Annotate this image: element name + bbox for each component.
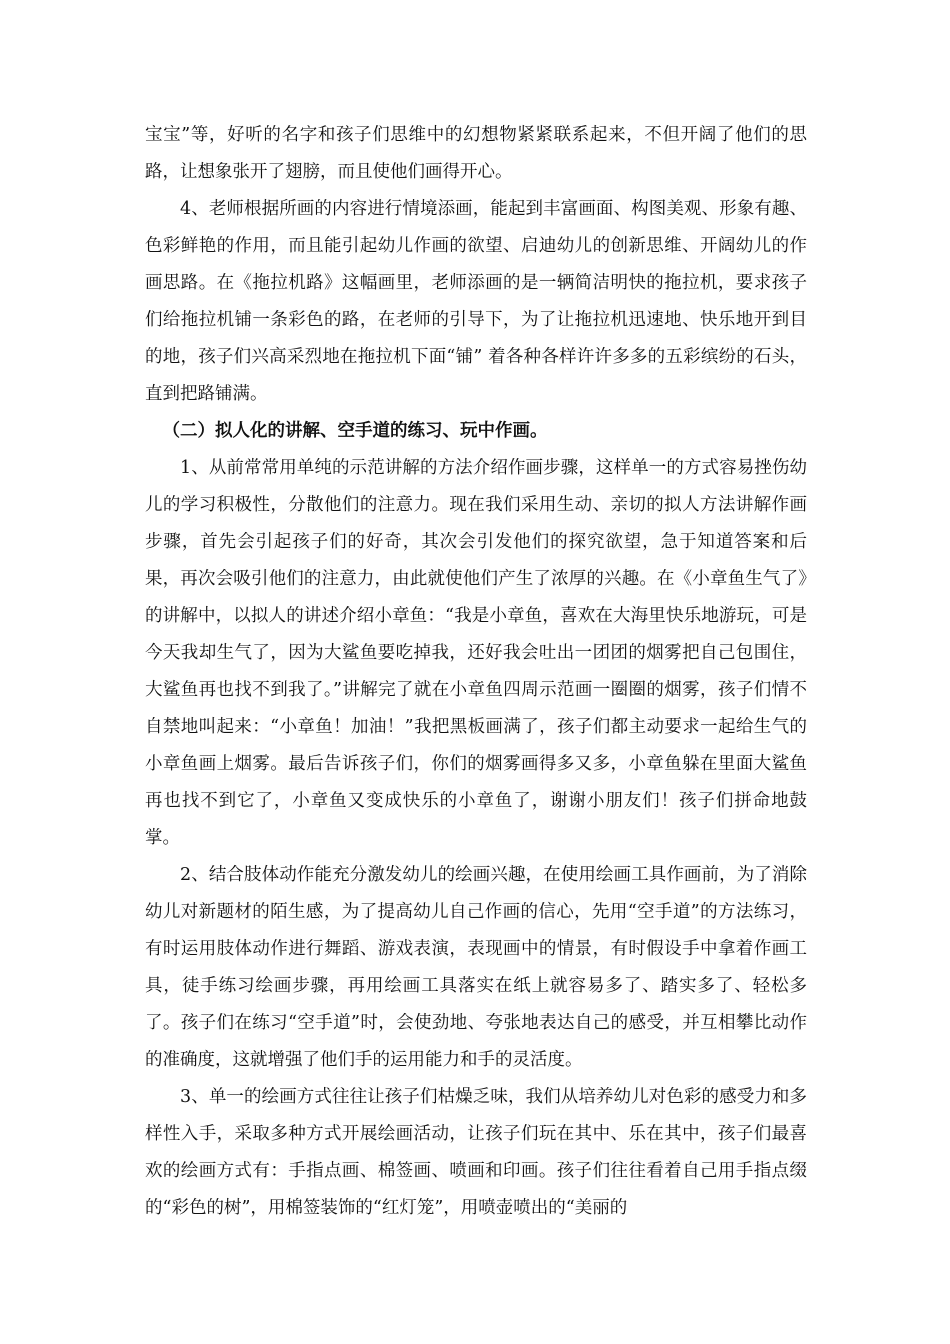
paragraph-item-4: 4、老师根据所画的内容进行情境添画，能起到丰富画面、构图美观、形象有趣、色彩鲜艳的作用，而且能引起幼儿作画的欲望、启迪幼儿的创新思维、开阔幼儿的作画思路。在《拖拉机路》这幅画里，老师添画的是一辆简洁明快的拖拉机，要求孩子们给拖拉机铺一条彩色的路，在老师的引导下，为了让拖拉机迅速地、快乐地开到目的地，孩子们兴高采烈地在拖拉机下面“铺” 着各种各样许许多多的五彩缤纷的石头，直到把路铺满。 xyxy=(145,199,807,404)
paragraph-item-2: 2、结合肢体动作能充分激发幼儿的绘画兴趣，在使用绘画工具作画前，为了消除幼儿对新题材的陌生感，为了提高幼儿自己作画的信心，先用“空手道”的方法练习，有时运用肢体动作进行舞蹈、游戏表演，表现画中的情景，有时假设手中拿着作画工具，徒手练习绘画步骤，再用绘画工具落实在纸上就容易多了、踏实多了、轻松多了。孩子们在练习“空手道”时，会使劲地、夸张地表达自己的感受，并互相攀比动作的准确度，这就增强了他们手的运用能力和手的灵活度。 xyxy=(145,865,807,1070)
document-body xyxy=(145,117,807,1227)
paragraph-item-3: 3、单一的绘画方式往往让孩子们枯燥乏味，我们从培养幼儿对色彩的感受力和多样性入手，采取多种方式开展绘画活动，让孩子们玩在其中、乐在其中，孩子们最喜欢的绘画方式有：手指点画、棉签画、喷画和印画。孩子们往往看着自己用手指点缀的“彩色的树”，用棉签装饰的“红灯笼”，用喷壶喷出的“美丽的 xyxy=(145,1087,807,1218)
section-heading: （二）拟人化的讲解、空手道的练习、玩中作画。 xyxy=(162,421,548,441)
paragraph-continuation: 宝宝”等，好听的名字和孩子们思维中的幻想物紧紧联系起来，不但开阔了他们的思路，让想象张开了翅膀，而且使他们画得开心。 xyxy=(145,125,807,182)
paragraph-item-1: 1、从前常常用单纯的示范讲解的方法介绍作画步骤，这样单一的方式容易挫伤幼儿的学习积极性，分散他们的注意力。现在我们采用生动、亲切的拟人方法讲解作画步骤，首先会引起孩子们的好奇，其次会引发他们的探究欲望，急于知道答案和后果，再次会吸引他们的注意力，由此就使他们产生了浓厚的兴趣。在《小章鱼生气了》的讲解中，以拟人的讲述介绍小章鱼：“我是小章鱼，喜欢在大海里快乐地游玩，可是今天我却生气了，因为大鲨鱼要吃掉我，还好我会吐出一团团的烟雾把自己包围住，大鲨鱼再也找不到我了。”讲解完了就在小章鱼四周示范画一圈圈的烟雾，孩子们情不自禁地叫起来：“小章鱼！加油！”我把黑板画满了，孩子们都主动要求一起给生气的小章鱼画上烟雾。最后告诉孩子们，你们的烟雾画得多又多，小章鱼躲在里面大鲨鱼再也找不到它了，小章鱼又变成快乐的小章鱼了，谢谢小朋友们！孩子们拼命地鼓掌。 xyxy=(145,458,807,848)
